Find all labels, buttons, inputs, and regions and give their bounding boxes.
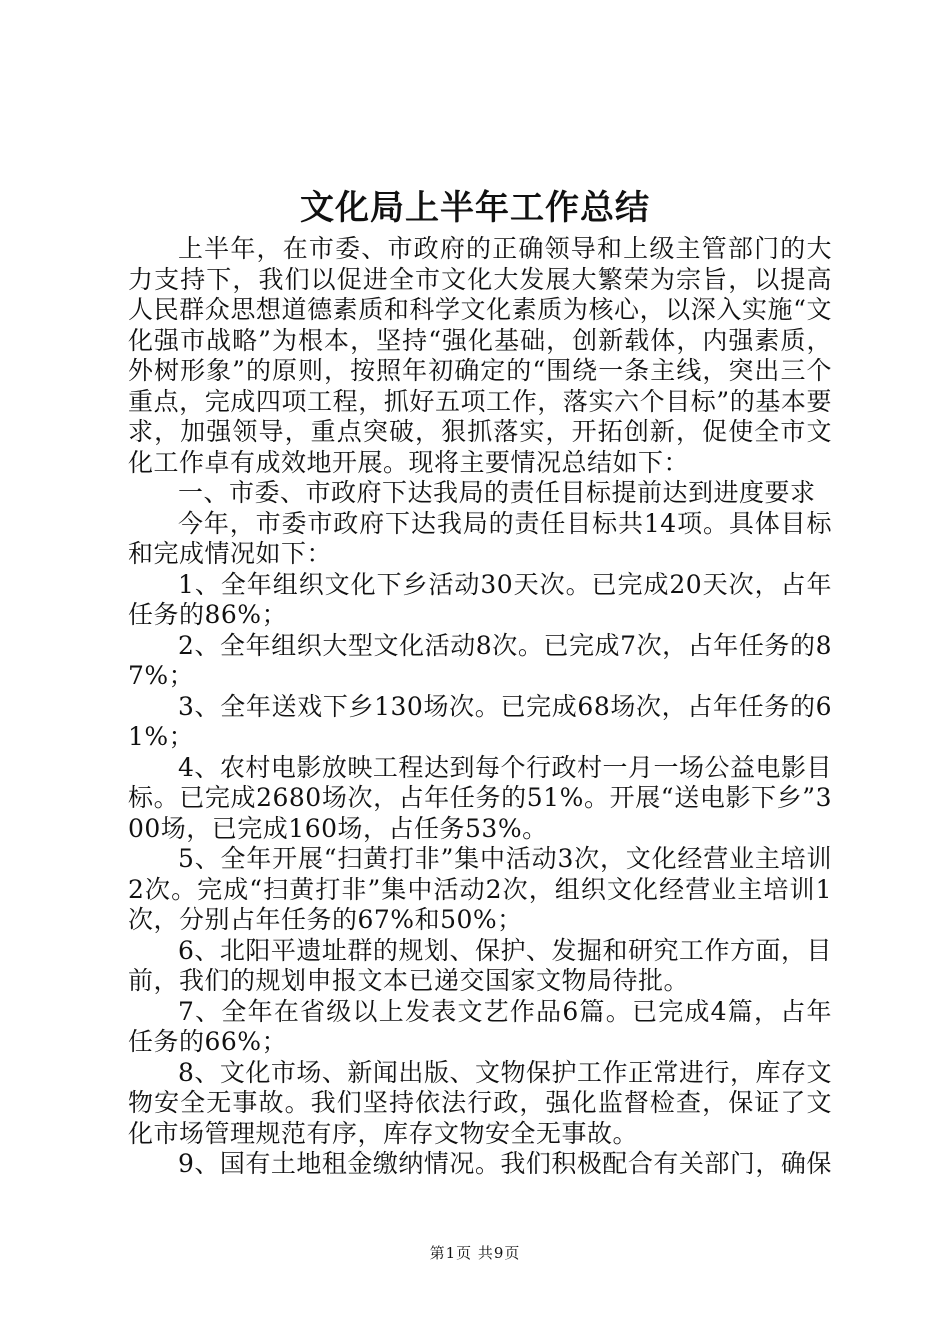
list-item-2: 2、全年组织大型文化活动8次。已完成7次，占年任务的87%； xyxy=(128,630,832,690)
list-item-3: 3、全年送戏下乡130场次。已完成68场次，占年任务的61%； xyxy=(128,691,832,751)
list-item-5: 5、全年开展“扫黄打非”集中活动3次，文化经营业主培训2次。完成“扫黄打非”集中活动2次，组织文化经营业主培训1次，分别占年任务的67%和50%； xyxy=(128,844,832,934)
page-number-footer: 第1页 共9页 xyxy=(429,1244,521,1262)
list-item-9: 9、国有土地租金缴纳情况。我们积极配合有关部门，确保 xyxy=(178,1149,832,1178)
document-body xyxy=(128,234,832,1180)
document-title: 文化局上半年工作总结 xyxy=(300,188,650,228)
list-item-4: 4、农村电影放映工程达到每个行政村一月一场公益电影目标。已完成2680场次，占年任务的51%。开展“送电影下乡”300场，已完成160场，占任务53%。 xyxy=(128,752,832,843)
paragraph-intro: 上半年，在市委、市政府的正确领导和上级主管部门的大力支持下，我们以促进全市文化大发展大繁荣为宗旨，以提高人民群众思想道德素质和科学文化素质为核心，以深入实施“文化强市战略”为根本，坚持“强化基础，创新载体，内强素质，外树形象”的原则，按照年初确定的“围绕一条主线，突出三个重点，完成四项工程，抓好五项工作，落实六个目标”的基本要求，加强领导，重点突破，狠抓落实，开拓创新，促使全市文化工作卓有成效地开展。现将主要情况总结如下： xyxy=(128,234,832,477)
list-item-6: 6、北阳平遗址群的规划、保护、发掘和研究工作方面，目前，我们的规划申报文本已递交国家文物局待批。 xyxy=(128,935,832,995)
list-item-8: 8、文化市场、新闻出版、文物保护工作正常进行，库存文物安全无事故。我们坚持依法行政，强化监督检查，保证了文化市场管理规范有序，库存文物安全无事故。 xyxy=(128,1057,832,1148)
paragraph-targets: 今年，市委市政府下达我局的责任目标共14项。具体目标和完成情况如下： xyxy=(128,508,832,568)
section-heading-1: 一、市委、市政府下达我局的责任目标提前达到进度要求 xyxy=(178,478,816,507)
list-item-7: 7、全年在省级以上发表文艺作品6篇。已完成4篇，占年任务的66%； xyxy=(128,996,832,1056)
list-item-1: 1、全年组织文化下乡活动30天次。已完成20天次，占年任务的86%； xyxy=(128,569,832,629)
